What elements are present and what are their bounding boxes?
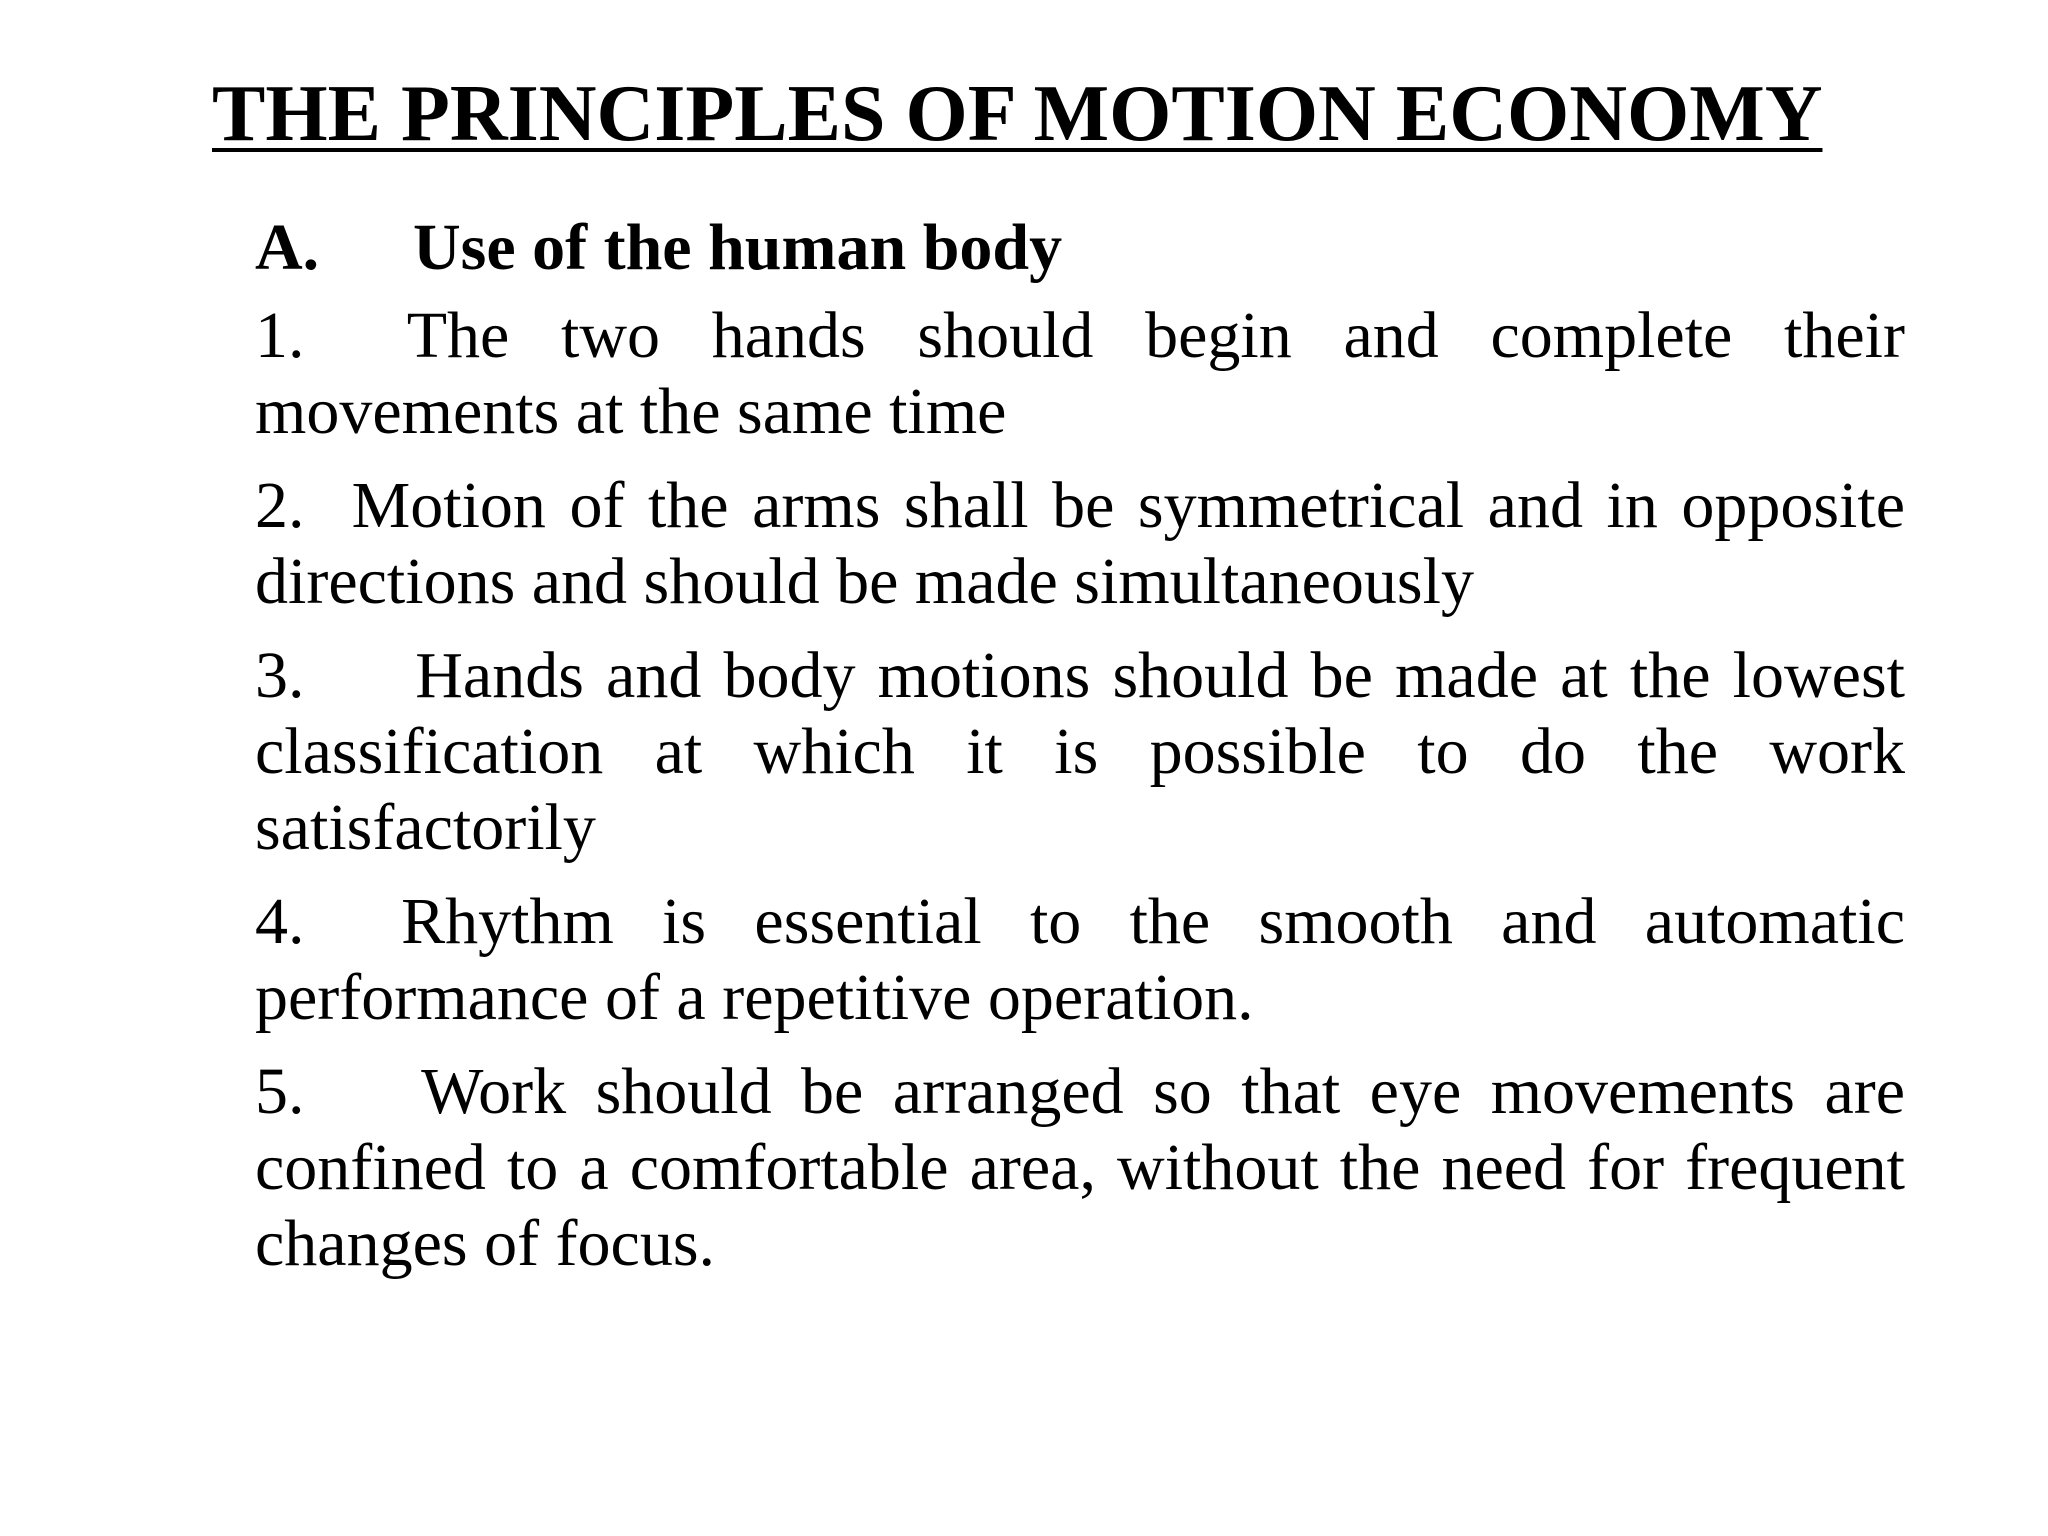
item-number: 2. [255,469,305,542]
list-item-2 [255,468,1905,620]
item-text: Work should be arranged so that eye movements are confined to a comfortable area, without the need for frequent changes of focus. [255,1055,1906,1280]
page-title: THE PRINCIPLES OF MOTION ECONOMY [212,70,1823,158]
list-item-3 [255,638,1905,866]
list-item-4 [255,884,1905,1036]
section-title: Use of the human body [413,211,1063,284]
item-text: The two hands should begin and complete their movements at the same time [255,299,1906,448]
item-number: 1. [255,299,305,372]
section-letter: A. [255,211,320,284]
item-text: Rhythm is essential to the smooth and automatic performance of a repetitive operation. [255,885,1905,1034]
section-heading [255,210,1905,286]
list-item-5 [255,1054,1905,1282]
item-number: 5. [255,1055,305,1128]
item-text: Motion of the arms shall be symmetrical and in opposite directions and should be made simultaneously [255,469,1906,618]
item-text: Hands and body motions should be made at the lowest classification at which it is possible to do the work satisfactorily [255,639,1905,864]
item-number: 4. [255,885,305,958]
item-number: 3. [255,639,305,712]
slide-body [255,210,1905,1300]
list-item-1 [255,298,1905,450]
